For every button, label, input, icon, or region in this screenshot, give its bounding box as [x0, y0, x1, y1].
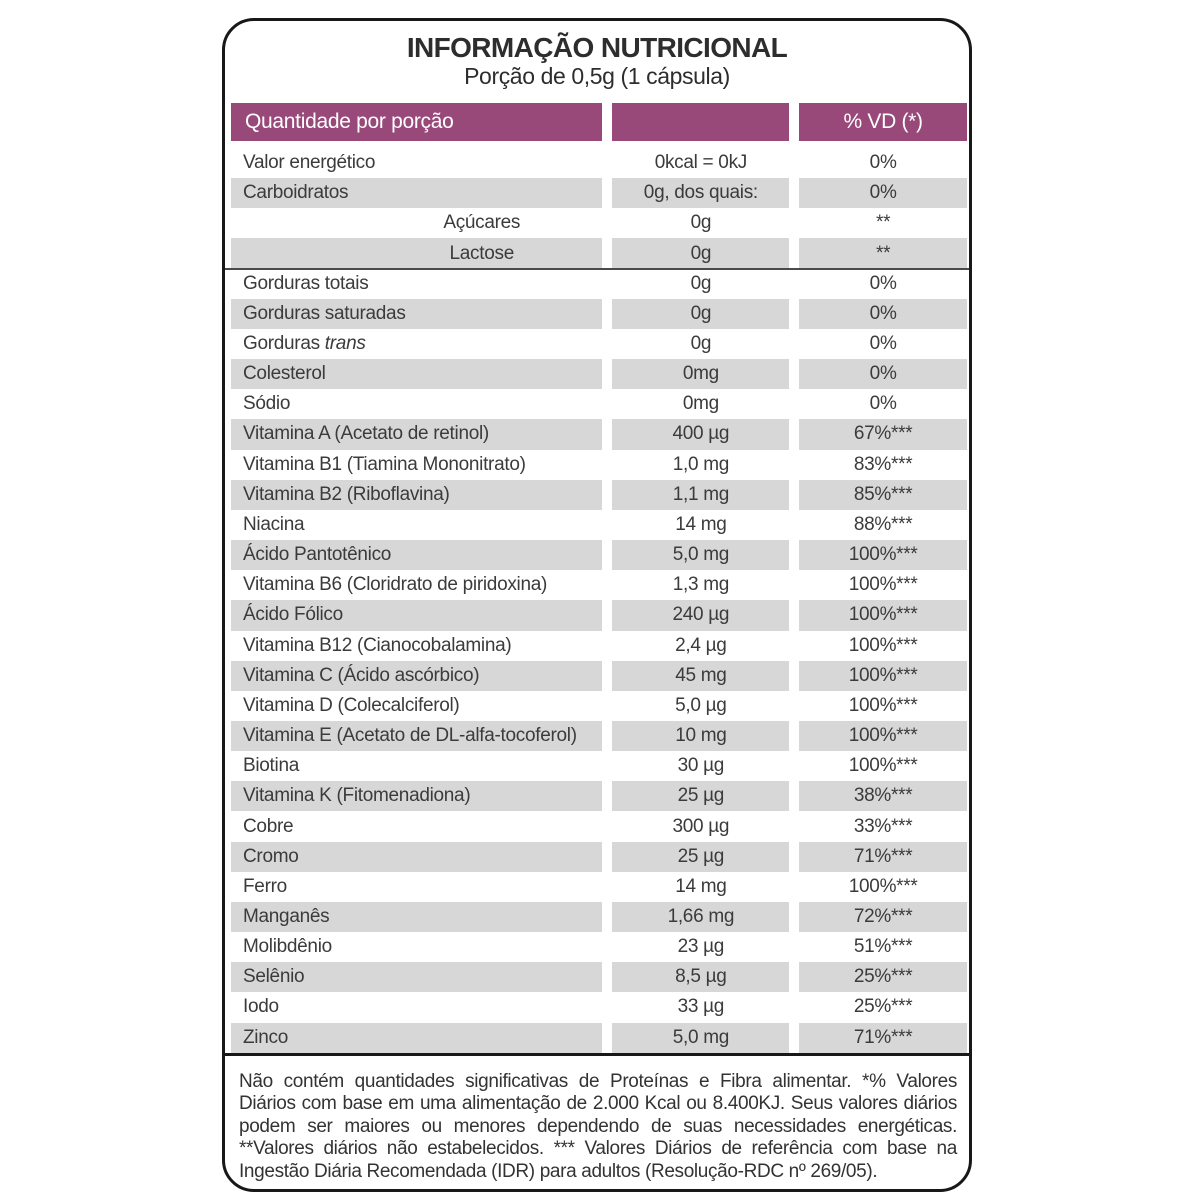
table-row: [231, 540, 967, 570]
nutrient-name: Lactose: [231, 238, 602, 268]
nutrient-quantity: 14 mg: [675, 875, 727, 897]
header-percent-dv: % VD (*): [799, 103, 967, 141]
table-row: [231, 238, 967, 268]
nutrient-quantity: 33 µg: [677, 996, 725, 1018]
nutrient-name: Gorduras totais: [243, 272, 369, 294]
nutrient-quantity: 300 µg: [672, 815, 730, 837]
column-gap: [789, 103, 799, 141]
table-row: [231, 208, 967, 238]
column-gap: [789, 389, 799, 419]
column-gap: [602, 540, 612, 570]
nutrient-quantity: 5,0 mg: [612, 1023, 789, 1053]
nutrient-quantity: 240 µg: [612, 600, 789, 630]
column-gap: [602, 419, 612, 449]
column-gap: [602, 148, 612, 178]
nutrient-quantity: 14 mg: [675, 513, 727, 535]
column-gap: [789, 631, 799, 661]
nutrient-daily-value: 100%***: [848, 875, 918, 897]
nutrient-name: Gorduras saturadas: [231, 299, 602, 329]
table-row: [231, 751, 967, 781]
table-row: [231, 450, 967, 480]
table-row: [231, 148, 967, 178]
nutrient-quantity: 2,4 µg: [675, 634, 727, 656]
table-row: [231, 661, 967, 691]
nutrient-quantity: 0g: [612, 299, 789, 329]
table-row: [231, 992, 967, 1022]
table-row: [231, 480, 967, 510]
nutrient-daily-value: 38%***: [799, 781, 967, 811]
nutrient-quantity: 1,1 mg: [612, 480, 789, 510]
column-gap: [602, 902, 612, 932]
table-row: [231, 299, 967, 329]
nutrient-daily-value: 83%***: [853, 453, 913, 475]
nutrient-quantity: 0mg: [612, 359, 789, 389]
nutrient-name: Cromo: [231, 842, 602, 872]
nutrient-daily-value: 100%***: [799, 600, 967, 630]
column-gap: [789, 419, 799, 449]
nutrient-daily-value: 0%: [869, 152, 897, 174]
column-gap: [789, 600, 799, 630]
nutrient-name: Vitamina D (Colecalciferol): [243, 694, 460, 716]
column-gap: [602, 872, 612, 902]
nutrient-name: Niacina: [243, 513, 305, 535]
column-gap: [602, 299, 612, 329]
nutrient-quantity: 0g, dos quais:: [612, 178, 789, 208]
column-gap: [602, 962, 612, 992]
column-gap: [789, 902, 799, 932]
column-gap: [789, 359, 799, 389]
table-rows: [225, 148, 969, 1053]
table-row: [231, 691, 967, 721]
nutrient-name: Sódio: [243, 393, 291, 415]
table-row: [231, 329, 967, 359]
column-gap: [789, 992, 799, 1022]
nutrient-name: Iodo: [243, 996, 279, 1018]
table-row: [231, 178, 967, 208]
column-gap: [789, 811, 799, 841]
column-gap: [789, 781, 799, 811]
nutrient-name: Molibdênio: [243, 936, 332, 958]
nutrient-name: Açúcares: [443, 212, 521, 234]
table-row: [231, 570, 967, 600]
nutrient-name: Cobre: [243, 815, 294, 837]
nutrient-daily-value: 0%: [869, 393, 897, 415]
column-gap: [789, 962, 799, 992]
column-gap: [789, 661, 799, 691]
nutrition-title: INFORMAÇÃO NUTRICIONAL: [406, 32, 788, 63]
nutrient-quantity: 25 µg: [612, 842, 789, 872]
nutrient-quantity: 23 µg: [677, 936, 725, 958]
nutrient-daily-value: 25%***: [853, 996, 913, 1018]
nutrient-name: Ácido Pantotênico: [231, 540, 602, 570]
column-gap: [789, 751, 799, 781]
nutrient-name: Gorduras trans: [243, 333, 366, 355]
table-row: [231, 359, 967, 389]
column-gap: [602, 842, 612, 872]
nutrient-quantity: 0g: [690, 212, 712, 234]
column-gap: [789, 570, 799, 600]
column-gap: [602, 721, 612, 751]
nutrient-daily-value: **: [876, 212, 891, 234]
nutrient-daily-value: 0%: [799, 178, 967, 208]
nutrient-daily-value: 0%: [799, 299, 967, 329]
column-gap: [789, 872, 799, 902]
nutrient-name: Vitamina K (Fitomenadiona): [231, 781, 602, 811]
column-gap: [602, 691, 612, 721]
column-gap: [789, 480, 799, 510]
column-gap: [602, 269, 612, 299]
column-gap: [602, 389, 612, 419]
column-gap: [789, 238, 799, 268]
nutrient-daily-value: 100%***: [848, 755, 918, 777]
nutrient-daily-value: 72%***: [799, 902, 967, 932]
table-row: [231, 932, 967, 962]
table-row: [231, 600, 967, 630]
nutrient-quantity: 8,5 µg: [612, 962, 789, 992]
nutrient-name: Biotina: [243, 755, 299, 777]
table-row: [231, 1023, 967, 1053]
column-gap: [789, 148, 799, 178]
table-row: [231, 842, 967, 872]
nutrition-label-card: [222, 18, 972, 1192]
nutrient-name: Vitamina E (Acetato de DL-alfa-tocoferol): [231, 721, 602, 751]
table-row: [231, 389, 967, 419]
serving-size: Porção de 0,5g (1 cápsula): [464, 63, 730, 89]
nutrient-quantity: 1,66 mg: [612, 902, 789, 932]
nutrient-daily-value: 88%***: [853, 513, 913, 535]
column-gap: [602, 510, 612, 540]
column-gap: [602, 992, 612, 1022]
table-bottom-divider: [225, 1053, 969, 1056]
column-gap: [602, 781, 612, 811]
nutrient-quantity: 1,0 mg: [672, 453, 729, 475]
nutrient-daily-value: 100%***: [799, 540, 967, 570]
column-gap: [602, 103, 612, 141]
nutrient-daily-value: 85%***: [799, 480, 967, 510]
nutrient-daily-value: 100%***: [848, 574, 918, 596]
table-header: [231, 103, 967, 141]
column-gap: [602, 570, 612, 600]
column-gap: [789, 450, 799, 480]
nutrient-quantity: 0mg: [682, 393, 719, 415]
column-gap: [602, 631, 612, 661]
table-row: [231, 419, 967, 449]
nutrient-quantity: 1,3 mg: [672, 574, 729, 596]
nutrient-name: Colesterol: [231, 359, 602, 389]
nutrient-quantity: 0g: [690, 333, 712, 355]
nutrient-name: Vitamina B2 (Riboflavina): [231, 480, 602, 510]
column-gap: [789, 299, 799, 329]
table-row: [231, 721, 967, 751]
column-gap: [789, 178, 799, 208]
nutrient-daily-value: 0%: [869, 272, 897, 294]
nutrient-daily-value: 0%: [799, 359, 967, 389]
table-row: [231, 781, 967, 811]
nutrient-name: Ferro: [243, 875, 287, 897]
column-gap: [789, 540, 799, 570]
nutrient-daily-value: 33%***: [853, 815, 913, 837]
nutrient-daily-value: 71%***: [799, 842, 967, 872]
nutrient-name: Zinco: [231, 1023, 602, 1053]
nutrient-daily-value: 71%***: [799, 1023, 967, 1053]
column-gap: [789, 721, 799, 751]
column-gap: [789, 510, 799, 540]
nutrient-quantity: 5,0 µg: [675, 694, 727, 716]
nutrient-quantity: 0kcal = 0kJ: [654, 152, 747, 174]
nutrient-quantity: 10 mg: [612, 721, 789, 751]
column-gap: [602, 811, 612, 841]
column-gap: [602, 1023, 612, 1053]
column-gap: [789, 842, 799, 872]
header-middle-empty: [612, 103, 789, 141]
column-gap: [789, 208, 799, 238]
column-gap: [602, 450, 612, 480]
carb-section-divider: [225, 268, 969, 270]
nutrient-name: Vitamina B1 (Tiamina Mononitrato): [243, 453, 526, 475]
nutrient-daily-value: **: [799, 238, 967, 268]
column-gap: [789, 269, 799, 299]
nutrient-quantity: 30 µg: [677, 755, 725, 777]
column-gap: [789, 329, 799, 359]
column-gap: [789, 691, 799, 721]
nutrient-name: Vitamina B6 (Cloridrato de piridoxina): [243, 574, 548, 596]
column-gap: [602, 178, 612, 208]
nutrient-name: Vitamina A (Acetato de retinol): [231, 419, 602, 449]
nutrient-daily-value: 100%***: [799, 661, 967, 691]
column-gap: [602, 480, 612, 510]
nutrient-daily-value: 100%***: [799, 721, 967, 751]
nutrient-name: Selênio: [231, 962, 602, 992]
nutrient-quantity: 5,0 mg: [612, 540, 789, 570]
table-row: [231, 631, 967, 661]
nutrient-name: Vitamina C (Ácido ascórbico): [231, 661, 602, 691]
column-gap: [602, 329, 612, 359]
column-gap: [602, 359, 612, 389]
column-gap: [602, 751, 612, 781]
nutrient-name: Manganês: [231, 902, 602, 932]
nutrient-daily-value: 100%***: [848, 694, 918, 716]
column-gap: [789, 932, 799, 962]
table-row: [231, 902, 967, 932]
table-row: [231, 872, 967, 902]
column-gap: [602, 208, 612, 238]
nutrient-quantity: 45 mg: [612, 661, 789, 691]
nutrient-quantity: 0g: [612, 238, 789, 268]
nutrient-name: Vitamina B12 (Cianocobalamina): [243, 634, 512, 656]
nutrient-daily-value: 51%***: [853, 936, 913, 958]
table-row: [231, 510, 967, 540]
nutrient-quantity: 0g: [690, 272, 712, 294]
nutrient-daily-value: 0%: [869, 333, 897, 355]
nutrient-name: Ácido Fólico: [231, 600, 602, 630]
nutrient-name: Carboidratos: [231, 178, 602, 208]
nutrient-quantity: 25 µg: [612, 781, 789, 811]
nutrient-quantity: 400 µg: [612, 419, 789, 449]
column-gap: [602, 661, 612, 691]
header-quantity-per-serving: Quantidade por porção: [231, 103, 602, 141]
nutrient-name: Valor energético: [243, 152, 376, 174]
table-row: [231, 269, 967, 299]
table-row: [231, 962, 967, 992]
column-gap: [789, 1023, 799, 1053]
table-row: [231, 811, 967, 841]
column-gap: [602, 600, 612, 630]
column-gap: [602, 932, 612, 962]
nutrient-daily-value: 67%***: [799, 419, 967, 449]
column-gap: [602, 238, 612, 268]
nutrient-daily-value: 100%***: [848, 634, 918, 656]
nutrient-daily-value: 25%***: [799, 962, 967, 992]
footnote-text: Não contém quantidades significativas de Proteínas e Fibra alimentar. *% Valores Diários com base em uma alimentação de 2.000 Kcal ou 8.400KJ. Seus valores diários podem ser maiores ou menores dependendo de suas necessidades energéticas. **Valores diários não estabelecidos. *** Valores Diários de referência com base na Ingestão Diária Recomendada (IDR) para adultos (Resolução-RDC nº 269/05).: [239, 1070, 957, 1183]
